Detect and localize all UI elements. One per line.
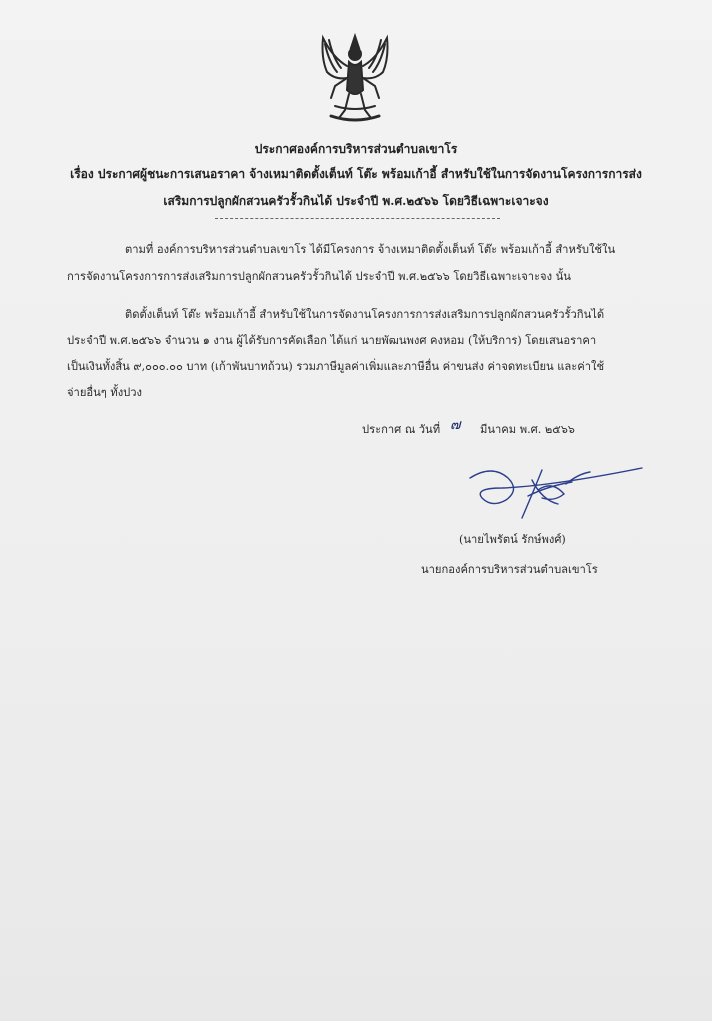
body-line-6: จ่ายอื่นๆ ทั้งปวง [67, 386, 143, 399]
signer-title: นายกองค์การบริหารส่วนตำบลเขาโร [421, 563, 598, 576]
agency-heading: ประกาศองค์การบริหารส่วนตำบลเขาโร [254, 142, 458, 156]
announce-month-year: มีนาคม พ.ศ. ๒๕๖๖ [480, 423, 575, 436]
body-line-4: ประจำปี พ.ศ.๒๕๖๖ จำนวน ๑ งาน ผู้ได้รับการคัดเลือก ได้แก่ นายพัฒนพงศ คงหอม (ให้บริการ) โดยเสนอราคา [67, 334, 597, 347]
subject-line-2: เสริมการปลูกผักสวนครัวรั้วกินได้ ประจำปี พ.ศ.๒๕๖๖ โดยวิธีเฉพาะเจาะจง [163, 194, 549, 208]
body-line-5: เป็นเงินทั้งสิ้น ๙,๐๐๐.๐๐ บาท (เก้าพันบาทถ้วน) รวมภาษีมูลค่าเพิ่มและภาษีอื่น ค่าขนส่ง ค่าจดทะเบียน และค่าใช้ [67, 360, 605, 373]
announce-date-prefix: ประกาศ ณ วันที่ [362, 423, 441, 436]
announce-day-handwritten: ๗ [450, 417, 461, 433]
garuda-emblem [305, 28, 405, 128]
signer-name: (นายไพรัตน์ รักษ์พงศ์) [459, 533, 566, 546]
separator-rule [215, 218, 500, 219]
subject-line-1: เรื่อง ประกาศผู้ชนะการเสนอราคา จ้างเหมาติดตั้งเต็นท์ โต๊ะ พร้อมเก้าอี้ สำหรับใช้ในการจัดงานโครงการการส่ง [70, 167, 642, 181]
body-line-1: ตามที่ องค์การบริหารส่วนตำบลเขาโร ได้มีโครงการ จ้างเหมาติดตั้งเต็นท์ โต๊ะ พร้อมเก้าอี้ สำหรับใช้ใน [125, 243, 616, 256]
body-line-3: ติดตั้งเต็นท์ โต๊ะ พร้อมเก้าอี้ สำหรับใช้ในการจัดงานโครงการการส่งเสริมการปลูกผักสวนครัวรั้วกินได้ [125, 308, 605, 321]
body-line-2: การจัดงานโครงการการส่งเสริมการปลูกผักสวนครัวรั้วกินได้ ประจำปี พ.ศ.๒๕๖๖ โดยวิธีเฉพาะเจาะจง นั้น [67, 270, 571, 283]
signature [462, 460, 652, 520]
